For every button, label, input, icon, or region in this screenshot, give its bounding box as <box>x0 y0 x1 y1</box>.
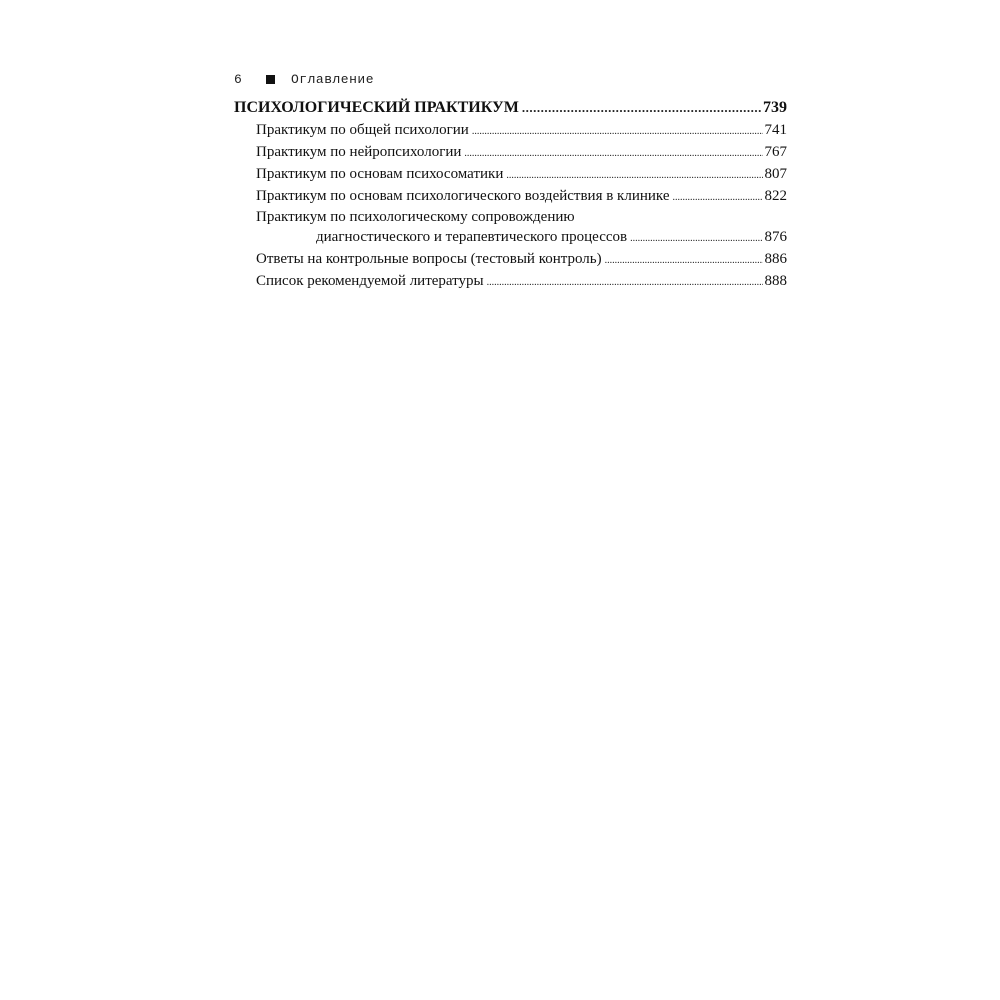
book-page <box>234 70 787 293</box>
dot-leader <box>672 188 762 208</box>
toc-entry-page: 767 <box>764 144 787 160</box>
dot-leader <box>472 122 763 142</box>
toc-entry-title-line2: диагностического и терапевтического процессов <box>316 229 628 245</box>
toc-entry-title: Практикум по нейропсихологии <box>256 144 462 160</box>
toc-entry-page: 741 <box>764 122 787 138</box>
dot-leader <box>630 229 762 249</box>
toc-entry-title: Практикум по основам психосоматики <box>256 166 504 182</box>
toc-entry-title: Практикум по основам психологического воздействия в клинике <box>256 188 670 204</box>
toc-entry-title: Практикум по общей психологии <box>256 122 469 138</box>
square-bullet-icon <box>266 75 275 84</box>
toc-part-page: 739 <box>763 99 787 116</box>
toc-entry-page: 876 <box>764 229 787 245</box>
running-head-title: Оглавление <box>291 71 375 87</box>
dot-leader <box>487 273 763 293</box>
dot-leader <box>464 144 762 164</box>
toc-part-entry[interactable] <box>234 97 787 119</box>
toc-entry[interactable] <box>234 186 787 208</box>
running-head <box>234 70 787 88</box>
toc-part-title: ПСИХОЛОГИЧЕСКИЙ ПРАКТИКУМ <box>234 99 519 116</box>
table-of-contents <box>234 97 787 293</box>
page-number: 6 <box>234 71 243 87</box>
toc-entry-page: 888 <box>764 273 787 289</box>
toc-entry[interactable] <box>234 271 787 293</box>
dot-leader <box>605 251 763 271</box>
toc-entry-page: 886 <box>764 251 787 267</box>
dot-leader <box>506 166 762 186</box>
toc-multiline-entry[interactable] <box>234 208 787 249</box>
toc-entry-title: Ответы на контрольные вопросы (тестовый контроль) <box>256 251 602 267</box>
toc-entry[interactable] <box>234 120 787 142</box>
toc-entry[interactable] <box>234 164 787 186</box>
toc-entry[interactable] <box>234 142 787 164</box>
toc-entry-continuation <box>234 227 787 249</box>
toc-entry-title-line1: Практикум по психологическому сопровождению <box>256 209 575 225</box>
toc-entry[interactable] <box>234 249 787 271</box>
toc-entry-page: 807 <box>764 166 787 182</box>
dot-leader <box>522 97 761 119</box>
toc-entry-page: 822 <box>764 188 787 204</box>
toc-entry-title: Список рекомендуемой литературы <box>256 273 484 289</box>
